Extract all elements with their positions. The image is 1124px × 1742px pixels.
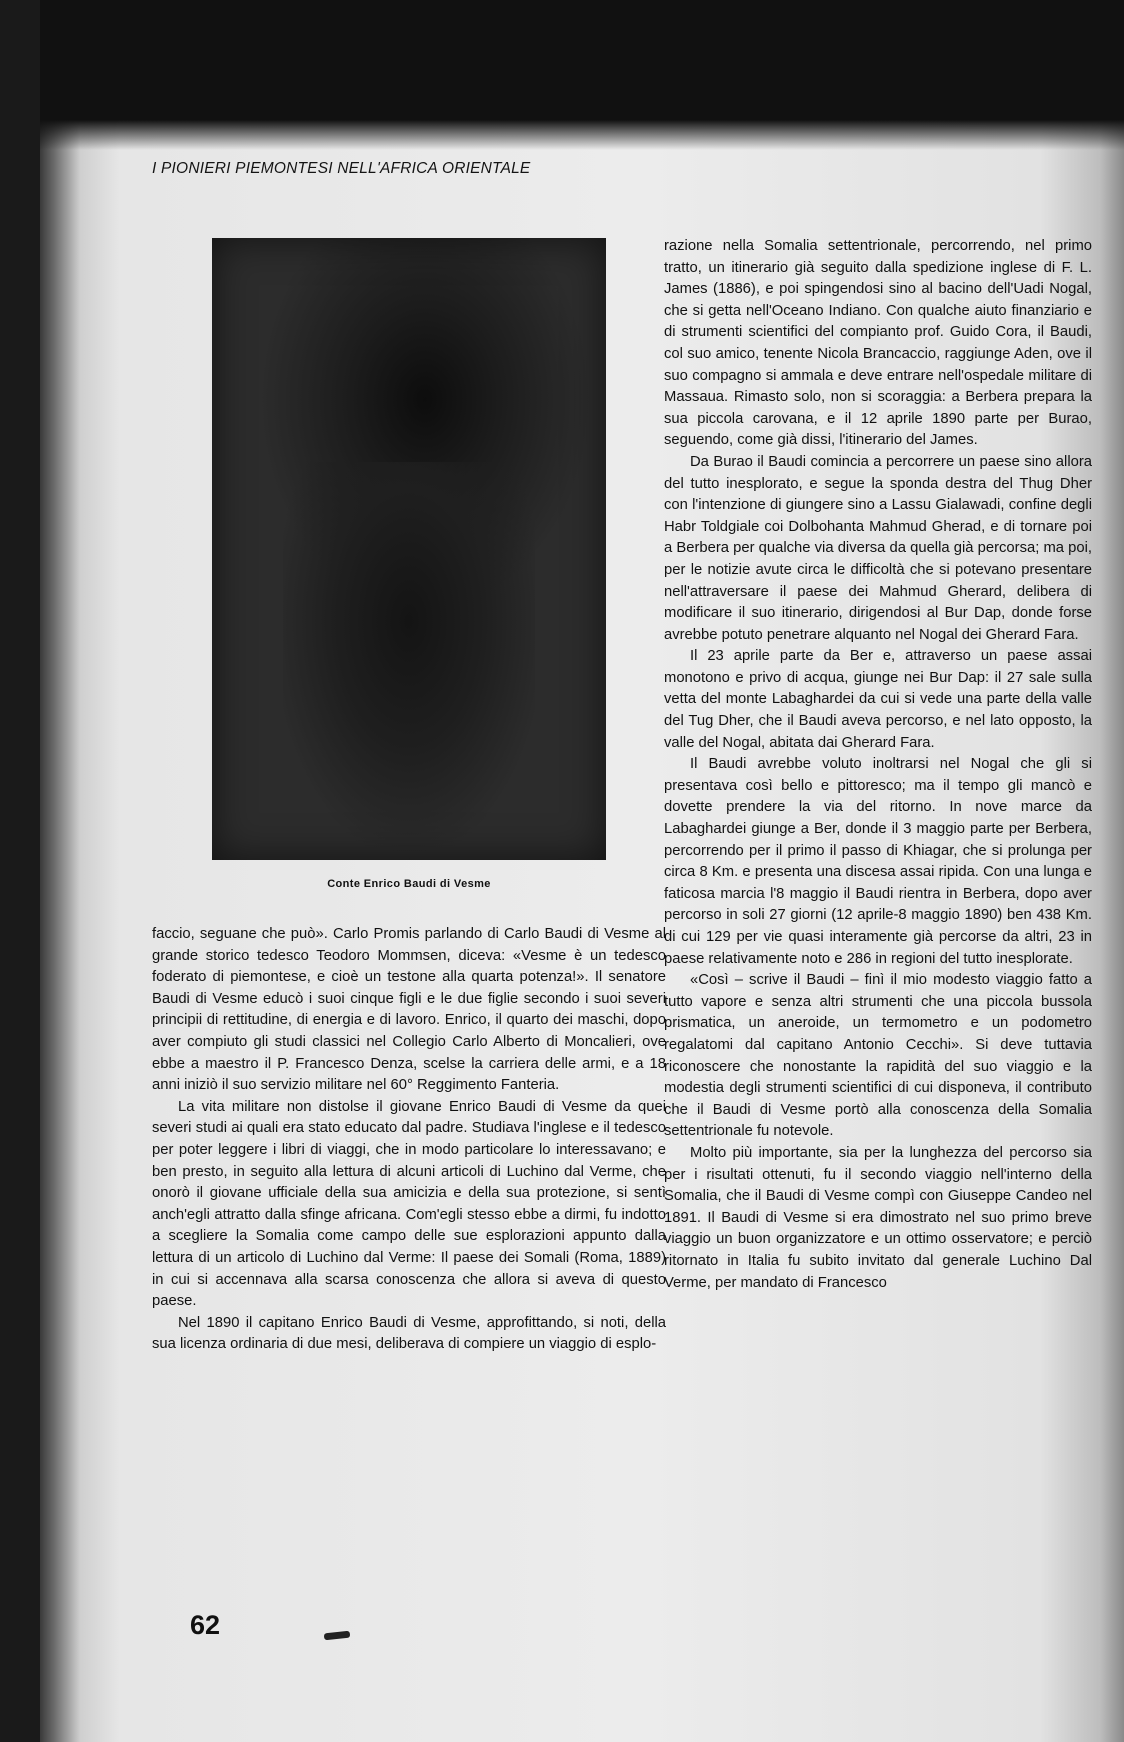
scan-dark-border xyxy=(40,0,1124,120)
paragraph: faccio, seguane che può». Carlo Promis parlando di Carlo Baudi di Vesme al grande storico tedesco Teodoro Mommsen, diceva: «Vesme è un tedesco foderato di piemontese, e cioè un testone alla quarta potenza!». Il senatore Baudi di Vesme educò i suoi cinque figli e le due figlie secondo i suoi severi principii di rettitudine, di energia e di lavoro. Enrico, il quarto dei maschi, dopo aver compiuto gli studi classici nel Collegio Carlo Alberto di Moncalieri, ove ebbe a maestro il P. Francesco Denza, scelse la carriera delle armi, e a 18 anni iniziò il suo servizio militare nel 60° Reggimento Fanteria. xyxy=(152,926,666,1094)
paragraph: Il Baudi avrebbe voluto inoltrarsi nel Nogal che gli si presentava così bello e pittoresco; ma il tempo gli mancò e dovette prendere la via del ritorno. In nove marce da Labaghardei giunge a Ber, donde il 3 maggio parte per Berbera, percorrendo per il primo il passo di Khiagar, che si prolunga per circa 8 Km. e presenta una discesa assai ripida. Con una lunga e faticosa marcia l'8 maggio il Baudi rientra in Berbera, dopo aver percorso in soli 27 giorni (12 aprile-8 maggio 1890) ben 438 Km. di cui 129 per vie quasi interamente già percorse da altri, 23 in paese relativamente noto e 286 in regioni del tutto inesplorate. xyxy=(664,756,1092,967)
paragraph: Da Burao il Baudi comincia a percorrere un paese sino allora del tutto inesplorato, e segue la sponda destra del Thug Dher con l'intenzione di giungere sino a Lassu Gialawadi, confine degli Habr Toldgiale coi Dolbohanta Mahmud Gherad, e di tornare poi a Berbera per qualche via diversa da quella già percorsa; ma poi, per le notizie avute circa le difficoltà che si potevano presentare nell'attraversare il paese dei Mahmud Gherard, delibera di modificare il suo itinerario, dirigendosi al Bur Dap, donde forse avrebbe potuto penetrare alquanto nel Nogal dei Gherard Fara. xyxy=(664,453,1092,643)
paragraph: razione nella Somalia settentrionale, percorrendo, nel primo tratto, un itinerario già seguito dalla spedizione inglese di F. L. James (1886), e poi spingendosi sino al bacino dell'Uadi Nogal, che si getta nell'Oceano Indiano. Con qualche aiuto finanziario e di strumenti scientifici del compianto prof. Guido Cora, il Baudi, col suo amico, tenente Nicola Brancaccio, raggiunge Aden, ove il suo compagno si ammala e deve entrare nell'ospedale militare di Massaua. Rimasto solo, non si scoraggia: a Berbera prepara la sua piccola carovana, e il 12 aprile 1890 parte per Burao, seguendo, come già dissi, l'itinerario del James. xyxy=(664,238,1092,449)
scanned-page xyxy=(40,0,1124,1742)
ink-smudge xyxy=(324,1631,351,1641)
paragraph: La vita militare non distolse il giovane Enrico Baudi di Vesme da quei severi studi ai quali era stato educato dal padre. Studiava l'inglese e il tedesco per poter leggere i libri di viaggi, che in modo particolare lo interessavano; e ben presto, in seguito alla lettura di alcuni articoli di Luchino dal Verme, che onorò il giovane ufficiale della sua amicizia e della sua protezione, si sentì anch'egli attratto dalla sfinge africana. Com'egli stesso ebbe a dirmi, fu indotto a scegliere la Somalia come campo delle sue esplorazioni appunto dalla lettura di un articolo di Luchino dal Verme: Il paese dei Somali (Roma, 1889) in cui si accennava alla scarsa conoscenza che allora si aveva di questo paese. xyxy=(152,1098,666,1310)
running-head: I PIONIERI PIEMONTESI NELL'AFRICA ORIENTALE xyxy=(152,160,531,177)
paragraph: Nel 1890 il capitano Enrico Baudi di Vesme, approfittando, si noti, della sua licenza ordinaria di due mesi, deliberava di compiere un viaggio di esplo- xyxy=(152,1314,666,1353)
paragraph: Il 23 aprile parte da Ber e, attraverso un paese assai monotono e privo di acqua, giunge nei Bur Dap: il 27 sale sulla vetta del monte Labaghardei da cui si vede una parte della valle del Tug Dher, che il Baudi aveva percorso, e nel lato opposto, la valle del Nogal, abitata dai Gherard Fara. xyxy=(664,648,1092,751)
left-text-column xyxy=(152,924,666,1356)
portrait-photo xyxy=(212,238,606,860)
paragraph: Molto più importante, sia per la lunghezza del percorso sia per i risultati ottenuti, fu il secondo viaggio nell'interno della Somalia, che il Baudi di Vesme compì con Giuseppe Candeo nel 1891. Il Baudi di Vesme si era dimostrato nel suo primo breve viaggio un buon organizzatore e un ottimo osservatore; e perciò ritornato in Italia fu subito invitato dal generale Luchino Dal Verme, per mandato di Francesco xyxy=(664,1144,1092,1291)
paragraph: «Così – scrive il Baudi – finì il mio modesto viaggio fatto a tutto vapore e senza altri strumenti che una piccola bussola prismatica, un aneroide, un termometro e un podometro regalatomi dal capitano Antonio Cecchi». Si deve tuttavia riconoscere che nonostante la rapidità del suo viaggio e la modestia degli strumenti scientifici di cui disponeva, il contributo che il Baudi di Vesme portò alla conoscenza della Somalia settentrionale fu notevole. xyxy=(664,972,1092,1140)
figure-caption: Conte Enrico Baudi di Vesme xyxy=(327,878,491,890)
page-number: 62 xyxy=(190,1610,221,1640)
right-text-column xyxy=(664,236,1092,1294)
